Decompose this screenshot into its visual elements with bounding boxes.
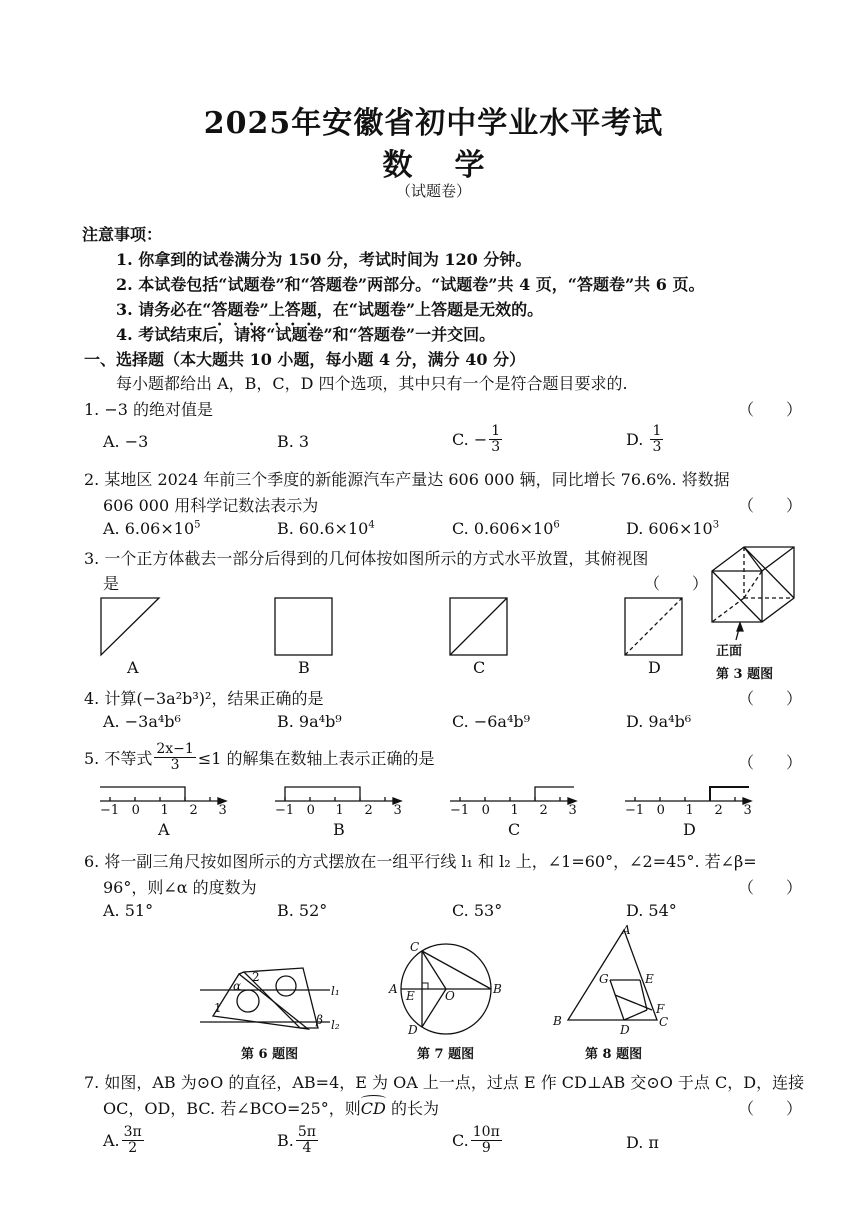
note-item-4: 4. 考试结束后，请将“试题卷”和“答题卷”一并交回。 — [116, 325, 496, 344]
svg-text:D: D — [620, 1023, 630, 1037]
q7-option-d: D. π — [626, 1133, 659, 1152]
q4-option-b: B. 9a⁴b⁹ — [277, 712, 342, 731]
svg-text:O: O — [445, 989, 455, 1003]
q5-label-c: C — [508, 820, 521, 839]
q1-stem: 1. −3 的绝对值是 — [84, 400, 214, 419]
section-heading: 一、选择题（本大题共 10 小题，每小题 4 分，满分 40 分） — [84, 350, 526, 369]
svg-text:l₂: l₂ — [331, 1018, 340, 1032]
q7-stem-line1: 7. 如图，AB 为⊙O 的直径，AB=4，E 为 OA 上一点，过点 E 作 CD⊥AB 交⊙O 于点 C，D，连接 — [84, 1073, 805, 1092]
q5-c-tick-labels: −1 0 1 2 3 — [450, 803, 577, 818]
q5-label-b: B — [333, 820, 345, 839]
q3-stem-line2: 是 — [103, 574, 120, 593]
q6-stem-line1: 6. 将一副三角尺按如图所示的方式摆放在一组平行线 l₁ 和 l₂ 上，∠1=60°，∠2=45°. 若∠β= — [84, 852, 757, 871]
q3-label-d: D — [648, 658, 661, 677]
svg-text:α: α — [233, 979, 242, 993]
svg-text:C: C — [410, 940, 420, 954]
q5-b-tick-labels: −1 0 1 2 3 — [275, 803, 402, 818]
q7-stem-line2: OC，OD，BC. 若∠BCO=25°，则 CD 的长为 — [103, 1096, 439, 1119]
q2-stem-line2: 606 000 用科学记数法表示为 — [103, 496, 319, 515]
q6-figure-caption: 第 6 题图 — [241, 1047, 299, 1062]
note-item-2: 2. 本试卷包括“试题卷”和“答题卷”两部分。“试题卷”共 4 页，“答题卷”共 6 页。 — [116, 275, 705, 294]
section-instruction: 每小题都给出 A，B，C，D 四个选项，其中只有一个是符合题目要求的. — [116, 374, 628, 393]
q6-stem-line2: 96°，则∠α 的度数为 — [103, 878, 257, 897]
svg-text:1: 1 — [214, 1001, 222, 1015]
q8-figure — [568, 930, 657, 1020]
q7-option-a: A. $\frac{3\pi}{2}$ — [103, 1124, 142, 1156]
q3-answer-paren: （ ） — [644, 574, 709, 593]
q2-answer-paren: （ ） — [738, 496, 803, 515]
q3-label-b: B — [298, 658, 310, 677]
q6-figure — [200, 968, 330, 1029]
svg-text:A: A — [622, 923, 631, 937]
q5-a-tick-labels: −1 0 1 2 3 — [100, 803, 227, 818]
subject-title: 数学 — [382, 148, 527, 183]
svg-text:D: D — [408, 1023, 418, 1037]
svg-text:2: 2 — [252, 970, 260, 984]
q6-figure-labels — [214, 970, 340, 1032]
q2-stem-line1: 2. 某地区 2024 年前三个季度的新能源汽车产量达 606 000 辆，同比增长 76.6%. 将数据 — [84, 470, 730, 489]
svg-text:E: E — [406, 989, 415, 1003]
paper-type: （试题卷） — [395, 182, 471, 200]
svg-text:β: β — [316, 1013, 323, 1027]
q2-option-d: D. $606\times 10^3$ — [626, 519, 720, 538]
note-item-1: 1. 你拿到的试卷满分为 150 分，考试时间为 120 分钟。 — [116, 250, 532, 269]
svg-text:B: B — [493, 982, 502, 996]
q5-label-a: A — [158, 820, 170, 839]
q1-option-c: C. − $\frac{1}{3}$ — [452, 423, 501, 455]
q2-option-a: A. $6.06\times 10^5$ — [103, 519, 201, 538]
q3-figure-caption: 第 3 题图 — [716, 667, 774, 682]
q6-option-b: B. 52° — [277, 901, 328, 920]
q4-answer-paren: （ ） — [738, 689, 803, 708]
q5-d-tick-labels: −1 0 1 2 3 — [625, 803, 752, 818]
q7-option-c: C. $\frac{10\pi}{9}$ — [452, 1124, 500, 1156]
q2-option-b: B. $60.6\times 10^4$ — [277, 519, 375, 538]
q4-stem: 4. 计算(−3a²b³)²，结果正确的是 — [84, 689, 324, 708]
q2-option-c: C. $0.606\times 10^6$ — [452, 519, 560, 538]
exam-title: 2025年安徽省初中学业水平考试 — [203, 106, 664, 141]
note-item-3: 3. 请务必在“答题卷”上答题，在“试题卷”上答题是无效的。 — [116, 300, 544, 319]
q6-option-c: C. 53° — [452, 901, 503, 920]
q4-option-a: A. −3a⁴b⁶ — [103, 712, 181, 731]
q1-option-d: D. $\frac{1}{3}$ — [626, 423, 662, 455]
svg-text:E: E — [645, 972, 654, 986]
q1-answer-paren: （ ） — [738, 400, 803, 419]
q4-option-c: C. −6a⁴b⁹ — [452, 712, 531, 731]
q5-label-d: D — [683, 820, 696, 839]
svg-text:F: F — [656, 1002, 665, 1016]
q7-figure-caption: 第 7 题图 — [417, 1047, 475, 1062]
q6-answer-paren: （ ） — [738, 878, 803, 897]
q5-stem: 5. 不等式 $\frac{2x-1}{3}$ ≤1 的解集在数轴上表示正确的是 — [84, 741, 435, 773]
q1-option-a: A. −3 — [103, 432, 149, 451]
svg-text:C: C — [659, 1015, 669, 1029]
q3-front-label: 正面 — [716, 644, 743, 659]
q3-label-a: A — [127, 658, 139, 677]
q1-option-b: B. 3 — [277, 432, 310, 451]
svg-text:A: A — [389, 982, 398, 996]
svg-text:B: B — [553, 1014, 562, 1028]
notes-heading: 注意事项： — [82, 225, 163, 244]
svg-text:G: G — [599, 972, 609, 986]
q3-label-c: C — [473, 658, 486, 677]
q6-option-a: A. 51° — [103, 901, 154, 920]
q7-arc-mark — [361, 1095, 386, 1102]
q5-answer-paren: （ ） — [738, 753, 803, 772]
svg-text:l₁: l₁ — [331, 984, 340, 998]
q6-option-d: D. 54° — [626, 901, 677, 920]
q7-answer-paren: （ ） — [738, 1099, 803, 1118]
q4-option-d: D. 9a⁴b⁶ — [626, 712, 692, 731]
q7-option-b: B. $\frac{5\pi}{4}$ — [277, 1124, 316, 1156]
q8-figure-caption: 第 8 题图 — [585, 1047, 643, 1062]
q3-stem-line1: 3. 一个正方体截去一部分后得到的几何体按如图所示的方式水平放置，其俯视图 — [84, 549, 649, 568]
